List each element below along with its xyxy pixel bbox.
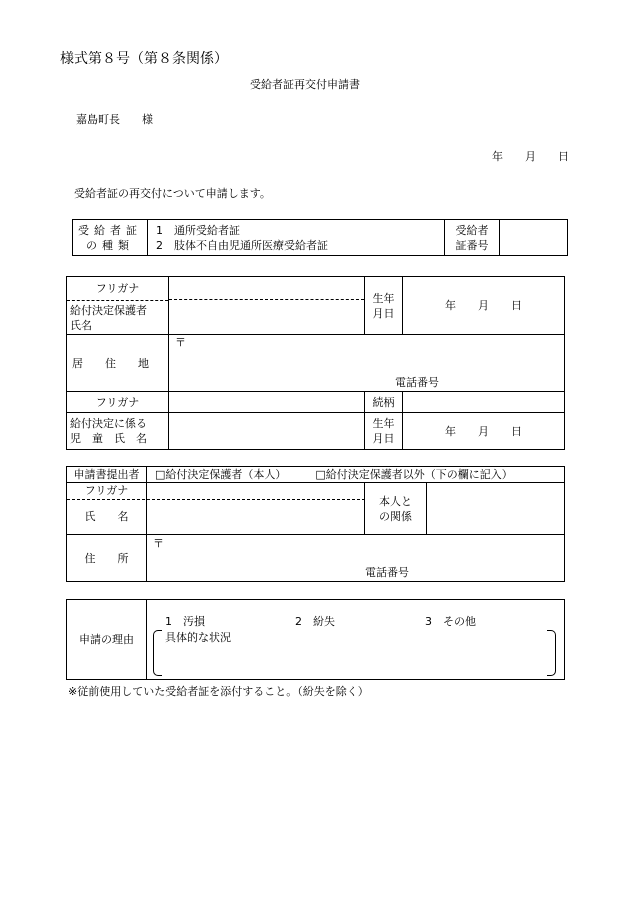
submitter-address-label: 住 所 <box>67 535 147 582</box>
child-furigana-label: フリガナ <box>67 392 169 413</box>
child-name-field[interactable] <box>169 413 365 450</box>
reason-table <box>66 599 565 680</box>
reason-option-soiled[interactable]: 1 汚損 <box>165 615 205 628</box>
submitter-address-field[interactable] <box>147 535 565 582</box>
reason-label: 申請の理由 <box>67 600 147 680</box>
option-guardian-other[interactable]: □給付決定保護者以外（下の欄に記入） <box>315 467 513 481</box>
footer-note: ※従前使用していた受給者証を添付すること。（紛失を除く） <box>68 685 369 698</box>
submitter-name-field[interactable] <box>147 483 365 535</box>
guardian-birth-field[interactable]: 年 月 日 <box>403 277 565 335</box>
application-date: 年 月 日 <box>492 150 569 163</box>
detail-label: 具体的な状況 <box>165 631 231 644</box>
child-name-label: 給付決定に係る 児 童 氏 名 <box>67 413 169 450</box>
submitter-postal-mark: 〒 <box>153 537 164 550</box>
certificate-type-options[interactable] <box>148 220 445 256</box>
reason-option-lost[interactable]: 2 紛失 <box>295 615 335 628</box>
option-shitai[interactable]: 2 肢体不自由児通所医療受給者証 <box>156 238 328 252</box>
form-number: 様式第８号（第８条関係） <box>60 51 228 67</box>
guardian-name-field[interactable] <box>169 277 365 335</box>
submitter-relation-field[interactable] <box>427 483 565 535</box>
guardian-table <box>66 276 565 450</box>
certificate-number-label: 受給者 証番号 <box>445 220 500 256</box>
submitter-options <box>147 467 565 483</box>
relation-field[interactable] <box>403 392 565 413</box>
postal-mark: 〒 <box>175 336 186 349</box>
addressee: 嘉島町長 様 <box>76 113 153 126</box>
certificate-type-label: 受給者証 の種類 <box>73 220 148 256</box>
certificate-number-field[interactable] <box>500 220 568 256</box>
guardian-birth-label: 生年 月日 <box>365 277 403 335</box>
submitter-name-label: フリガナ 氏 名 <box>67 483 147 535</box>
certificate-table <box>72 219 568 256</box>
guardian-name-label: フリガナ 給付決定保護者 氏名 <box>67 277 169 335</box>
right-bracket <box>547 630 556 676</box>
child-furigana-field[interactable] <box>169 392 365 413</box>
relation-label: 続柄 <box>365 392 403 413</box>
address-field[interactable] <box>169 335 565 392</box>
submitter-table <box>66 466 565 582</box>
left-bracket <box>153 630 162 676</box>
phone-label: 電話番号 <box>395 376 439 389</box>
option-tsusho[interactable]: 1 通所受給者証 <box>156 223 240 237</box>
reason-field[interactable] <box>147 600 565 680</box>
intro-text: 受給者証の再交付について申請します。 <box>74 187 271 200</box>
submitter-relation-label: 本人と の関係 <box>365 483 427 535</box>
detail-input-area[interactable] <box>169 648 543 672</box>
option-guardian-self[interactable]: □給付決定保護者（本人） <box>155 467 287 481</box>
submitter-phone-label: 電話番号 <box>365 566 409 579</box>
address-label: 居 住 地 <box>67 335 169 392</box>
reason-option-other[interactable]: 3 その他 <box>425 615 476 628</box>
submitter-label: 申請書提出者 <box>67 467 147 483</box>
child-birth-field[interactable]: 年 月 日 <box>403 413 565 450</box>
child-birth-label: 生年 月日 <box>365 413 403 450</box>
form-title: 受給者証再交付申請書 <box>250 78 360 91</box>
